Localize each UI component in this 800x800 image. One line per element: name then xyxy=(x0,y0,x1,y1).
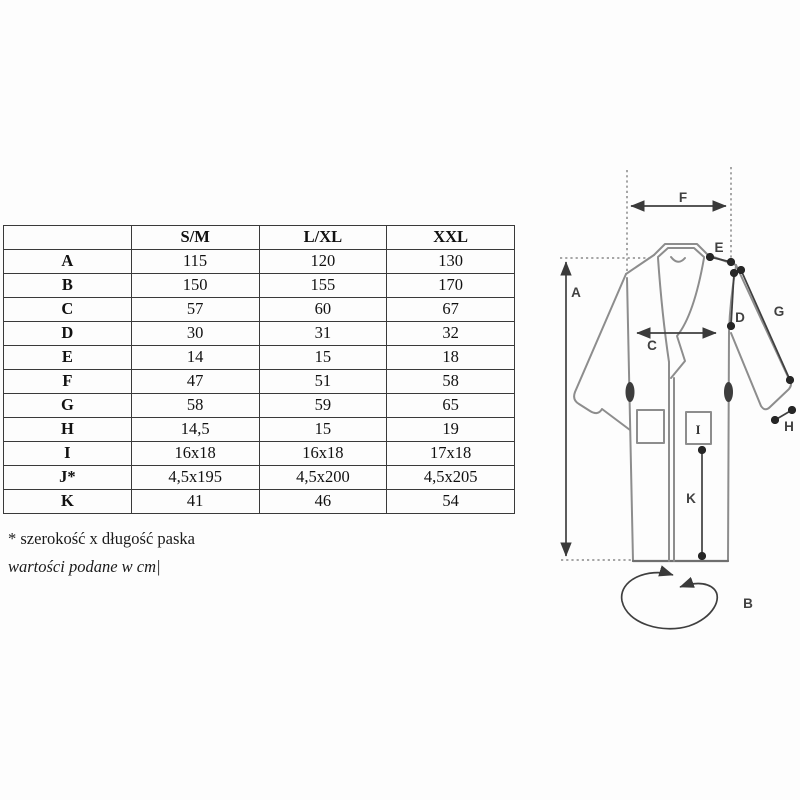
dotted-guides xyxy=(560,167,731,560)
table-cell: 58 xyxy=(131,394,259,418)
text-cursor: | xyxy=(157,557,161,576)
table-cell: 41 xyxy=(131,490,259,514)
right-sleeve xyxy=(731,265,791,409)
table-cell: 18 xyxy=(387,346,515,370)
row-label: G xyxy=(4,394,132,418)
table-row xyxy=(4,250,515,274)
diagram-label-C: C xyxy=(647,338,657,353)
table-corner-cell xyxy=(4,226,132,250)
diagram-labels xyxy=(571,190,794,611)
table-cell: 58 xyxy=(387,370,515,394)
table-cell: 130 xyxy=(387,250,515,274)
table-cell: 54 xyxy=(387,490,515,514)
table-cell: 120 xyxy=(259,250,387,274)
table-cell: 4,5x205 xyxy=(387,466,515,490)
measurement-arrows xyxy=(566,206,792,629)
diagram-label-B: B xyxy=(743,596,753,611)
collar-inner-line xyxy=(658,248,704,257)
units-footnote xyxy=(8,557,160,577)
table-cell: 51 xyxy=(259,370,387,394)
table-cell: 14,5 xyxy=(131,418,259,442)
table-row xyxy=(4,394,515,418)
diagram-label-K: K xyxy=(686,491,696,506)
table-row xyxy=(4,418,515,442)
robe-outline xyxy=(574,244,791,561)
diagram-label-F: F xyxy=(678,190,688,205)
table-cell: 4,5x195 xyxy=(131,466,259,490)
row-label: B xyxy=(4,274,132,298)
table-cell: 67 xyxy=(387,298,515,322)
table-row xyxy=(4,346,515,370)
diagram-label-E: E xyxy=(714,240,724,255)
right-lapel-flap xyxy=(671,258,704,378)
row-label: D xyxy=(4,322,132,346)
col-header-xxl: XXL xyxy=(387,226,515,250)
table-row xyxy=(4,274,515,298)
row-label: J* xyxy=(4,466,132,490)
col-header-sm: S/M xyxy=(131,226,259,250)
table-row xyxy=(4,466,515,490)
table-cell: 46 xyxy=(259,490,387,514)
belt-footnote: * szerokość x długość paska xyxy=(8,529,195,548)
robe-diagram xyxy=(540,150,800,660)
table-cell: 31 xyxy=(259,322,387,346)
measure-G-arrow xyxy=(741,270,790,380)
table-cell: 150 xyxy=(131,274,259,298)
table-cell: 59 xyxy=(259,394,387,418)
table-cell: 14 xyxy=(131,346,259,370)
left-sleeve xyxy=(574,274,630,430)
table-cell: 170 xyxy=(387,274,515,298)
table-cell: 115 xyxy=(131,250,259,274)
diagram-label-H: H xyxy=(784,419,794,434)
table-cell: 32 xyxy=(387,322,515,346)
row-label: F xyxy=(4,370,132,394)
row-label: E xyxy=(4,346,132,370)
table-row xyxy=(4,490,515,514)
col-header-lxl: L/XL xyxy=(259,226,387,250)
row-label: A xyxy=(4,250,132,274)
table-cell: 16x18 xyxy=(259,442,387,466)
measure-E-arrow xyxy=(710,257,731,262)
table-cell: 15 xyxy=(259,346,387,370)
table-row xyxy=(4,370,515,394)
table-header-row xyxy=(4,226,515,250)
belt-knot-left xyxy=(626,382,635,402)
table-cell: 17x18 xyxy=(387,442,515,466)
units-footnote-text: wartości podane w cm xyxy=(8,557,157,576)
size-table xyxy=(3,225,515,514)
table-row xyxy=(4,322,515,346)
row-label: C xyxy=(4,298,132,322)
diagram-label-I: I xyxy=(695,423,701,437)
hanger-loop xyxy=(671,257,685,262)
table-cell: 30 xyxy=(131,322,259,346)
left-pocket xyxy=(637,410,664,443)
row-label: K xyxy=(4,490,132,514)
table-row xyxy=(4,442,515,466)
table-cell: 15 xyxy=(259,418,387,442)
table-row xyxy=(4,298,515,322)
table-cell: 47 xyxy=(131,370,259,394)
row-label: H xyxy=(4,418,132,442)
table-cell: 60 xyxy=(259,298,387,322)
table-cell: 19 xyxy=(387,418,515,442)
left-lapel xyxy=(658,258,669,362)
table-cell: 16x18 xyxy=(131,442,259,466)
measure-B-loop xyxy=(622,573,718,629)
table-cell: 4,5x200 xyxy=(259,466,387,490)
table-cell: 65 xyxy=(387,394,515,418)
diagram-label-G: G xyxy=(773,304,785,319)
diagram-label-A: A xyxy=(571,285,581,300)
body-left-edge xyxy=(627,278,633,561)
row-label: I xyxy=(4,442,132,466)
table-cell: 57 xyxy=(131,298,259,322)
belt-knot-right xyxy=(724,382,733,402)
diagram-label-D: D xyxy=(735,310,745,325)
table-cell: 155 xyxy=(259,274,387,298)
